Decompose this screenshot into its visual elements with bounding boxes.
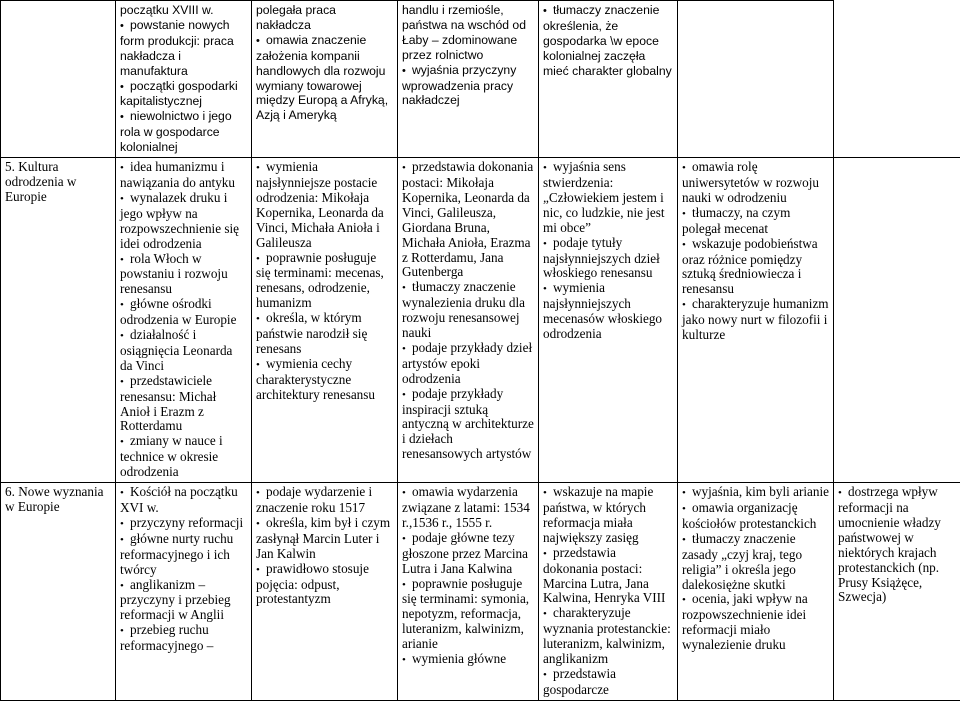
list-item-text: przebieg ruchu reformacyjnego – xyxy=(120,622,213,653)
list-item xyxy=(682,532,830,593)
list-item-text: omawia organizację kościołów protestanckich xyxy=(682,500,816,531)
bullet-icon xyxy=(543,280,553,295)
requirement-list xyxy=(402,485,535,668)
bullet-icon xyxy=(256,159,266,174)
list-item-text: główne ośrodki odrodzenia w Europie xyxy=(120,296,236,327)
bullet-icon xyxy=(682,159,692,174)
bullet-icon xyxy=(120,433,130,448)
requirement-cell xyxy=(834,158,960,483)
bullet-icon xyxy=(838,484,848,499)
list-item xyxy=(543,667,674,698)
list-item-text: omawia rolę uniwersytetów w rozwoju nauki w odrodzeniu xyxy=(682,159,819,205)
requirement-cell xyxy=(539,1,678,158)
list-item-text: tłumaczy znaczenie określenia, że gospodarka \w epoce kolonialnej zaczęła mieć charakter globalny xyxy=(543,3,672,78)
section-title: 6. Nowe wyznania w Europie xyxy=(5,484,104,514)
list-item-text: początki gospodarki kapitalistycznej xyxy=(120,79,238,109)
requirement-cell xyxy=(678,483,834,701)
bullet-icon xyxy=(682,500,692,515)
list-item-text: przedstawia dokonania postaci: Mikołaja Kopernika, Leonarda da Vinci, Galileusza, Giordana Bruna, Michała Anioła, Erazma z Rotterdamu, Jana Gutenberga xyxy=(402,159,533,279)
list-item-text: określa, w którym państwie narodził się renesans xyxy=(256,310,367,356)
list-item xyxy=(256,357,394,403)
list-item xyxy=(120,532,248,578)
list-item-text: podaje wydarzenie i znaczenie roku 1517 xyxy=(256,484,372,515)
requirement-list xyxy=(838,485,957,605)
list-item-text: Kościół na początku XVI w. xyxy=(120,484,238,515)
bullet-icon xyxy=(682,205,692,220)
list-item xyxy=(682,501,830,532)
list-item xyxy=(402,577,535,653)
list-item-text: tłumaczy, na czym polegał mecenat xyxy=(682,205,790,236)
requirement-list xyxy=(120,3,248,155)
requirement-cell xyxy=(678,1,834,158)
bullet-icon xyxy=(256,33,266,47)
bullet-icon xyxy=(682,236,692,251)
requirement-cell xyxy=(252,1,398,158)
list-item xyxy=(120,374,248,435)
list-item xyxy=(120,485,248,516)
requirement-list xyxy=(682,485,830,653)
list-item-text: wskazuje podobieństwa oraz różnice pomiędzy sztuką średniowiecza i renesansu xyxy=(682,236,818,297)
bullet-icon xyxy=(402,386,412,401)
list-item xyxy=(402,485,535,531)
list-item-text: przedstawia dokonania postaci: Marcina Lutra, Jana Kalwina, Henryka VIII xyxy=(543,545,665,606)
list-item-text: wymienia najsłynniejszych mecenasów włoskiego odrodzenia xyxy=(543,280,662,341)
bullet-icon xyxy=(543,545,553,560)
requirement-cell xyxy=(539,483,678,701)
list-item xyxy=(256,251,394,312)
bullet-icon xyxy=(120,79,130,93)
list-item xyxy=(402,63,535,109)
requirement-list xyxy=(402,3,535,108)
list-item xyxy=(543,606,674,667)
list-item xyxy=(256,485,394,516)
list-item-text: wymienia główne xyxy=(412,651,506,666)
list-item xyxy=(120,252,248,298)
requirement-list xyxy=(543,485,674,698)
bullet-icon xyxy=(682,484,692,499)
list-item xyxy=(256,311,394,357)
bullet-icon xyxy=(543,159,553,174)
bullet-icon xyxy=(120,327,130,342)
list-item-text: podaje przykłady dzieł artystów epoki odrodzenia xyxy=(402,340,532,386)
list-item xyxy=(120,3,248,18)
requirement-cell xyxy=(398,483,539,701)
bullet-icon xyxy=(402,530,412,545)
list-item-text: niewolnictwo i jego rola w gospodarce kolonialnej xyxy=(120,109,232,154)
requirement-list xyxy=(682,160,830,343)
bullet-icon xyxy=(120,18,130,32)
table-row xyxy=(1,1,960,158)
requirement-cell xyxy=(398,158,539,483)
list-item-text: podaje tytuły najsłynniejszych dzieł włoskiego renesansu xyxy=(543,235,660,281)
bullet-icon xyxy=(120,251,130,266)
requirement-cell xyxy=(116,483,252,701)
table-row xyxy=(1,483,960,701)
bullet-icon xyxy=(543,605,553,620)
list-item-text: wyjaśnia przyczyny wprowadzenia pracy nakładczej xyxy=(402,63,516,108)
requirement-cell xyxy=(398,1,539,158)
bullet-icon xyxy=(120,622,130,637)
bullet-icon xyxy=(402,159,412,174)
list-item xyxy=(402,3,535,63)
list-item-text: główne nurty ruchu reformacyjnego i ich twórcy xyxy=(120,531,233,577)
list-item-text: przyczyny reformacji xyxy=(130,515,243,530)
requirement-cell xyxy=(116,1,252,158)
bullet-icon xyxy=(120,484,130,499)
requirement-cell xyxy=(252,158,398,483)
bullet-icon xyxy=(256,561,266,576)
list-item-text: przedstawiciele renesansu: Michał Anioł i Erazm z Rotterdamu xyxy=(120,373,216,434)
list-item xyxy=(120,578,248,624)
list-item xyxy=(543,485,674,546)
list-item xyxy=(402,280,535,341)
list-item xyxy=(682,237,830,298)
table-row xyxy=(1,158,960,483)
requirement-list xyxy=(543,3,674,79)
list-item-text: przedstawia gospodarcze xyxy=(543,666,616,697)
list-item xyxy=(682,160,830,206)
requirement-cell xyxy=(539,158,678,483)
list-item-text: rola Włoch w powstaniu i rozwoju renesansu xyxy=(120,251,228,297)
list-item-text: omawia wydarzenia związane z latami: 1534 r.,1536 r., 1555 r. xyxy=(402,484,530,530)
list-item-text: tłumaczy znaczenie zasady „czyj kraj, tego religia” i określa jego dalekosiężne skutki xyxy=(682,531,802,592)
list-item-text: wyjaśnia sens stwierdzenia: „Człowiekiem jestem i nic, co ludzkie, nie jest mi obce” xyxy=(543,159,665,235)
list-item-text: działalność i osiągnięcia Leonarda da Vinci xyxy=(120,327,232,373)
bullet-icon xyxy=(256,250,266,265)
list-item-text: wynalazek druku i jego wpływ na rozpowszechnienie się idei odrodzenia xyxy=(120,190,239,251)
list-item-text: wyjaśnia, kim byli arianie xyxy=(692,484,829,499)
list-item-text: podaje główne tezy głoszone przez Marcina Lutra i Jana Kalwina xyxy=(402,530,528,576)
list-item xyxy=(543,546,674,607)
bullet-icon xyxy=(120,577,130,592)
list-item xyxy=(682,592,830,653)
list-item-text: polegała praca nakładcza xyxy=(256,3,336,32)
list-item-text: wymienia najsłynniejsze postacie odrodzenia: Mikołaja Kopernika, Leonarda da Vinci, Michała Anioła i Galileusza xyxy=(256,159,384,250)
list-item xyxy=(402,341,535,387)
list-item xyxy=(256,160,394,250)
list-item-text: tłumaczy znaczenie wynalezienia druku dla rozwoju renesansowej nauki xyxy=(402,279,525,340)
list-item xyxy=(402,387,535,463)
list-item-text: poprawnie posługuje się terminami: symonia, nepotyzm, reformacja, luteranizm, kalwinizm, arianie xyxy=(402,576,529,652)
bullet-icon xyxy=(543,3,553,17)
list-item-text: handlu i rzemiośle, państwa na wschód od Łaby – zdominowane przez rolnictwo xyxy=(402,3,526,62)
list-item xyxy=(120,109,248,155)
bullet-icon xyxy=(543,666,553,681)
list-item xyxy=(402,531,535,577)
list-item xyxy=(120,79,248,110)
bullet-icon xyxy=(256,484,266,499)
list-item xyxy=(120,434,248,480)
bullet-icon xyxy=(402,651,412,666)
bullet-icon xyxy=(120,531,130,546)
bullet-icon xyxy=(402,484,412,499)
requirement-list xyxy=(256,485,394,607)
bullet-icon xyxy=(402,340,412,355)
bullet-icon xyxy=(402,63,412,77)
section-label-cell xyxy=(1,1,116,158)
bullet-icon xyxy=(682,296,692,311)
requirement-cell xyxy=(252,483,398,701)
list-item xyxy=(120,297,248,328)
bullet-icon xyxy=(543,484,553,499)
list-item-text: początku XVIII w. xyxy=(120,3,213,17)
list-item-text: charakteryzuje humanizm jako nowy nurt w filozofii i kulturze xyxy=(682,296,829,342)
list-item xyxy=(543,160,674,236)
list-item xyxy=(682,297,830,343)
list-item xyxy=(543,281,674,342)
bullet-icon xyxy=(256,515,266,530)
list-item xyxy=(402,160,535,280)
list-item xyxy=(402,652,535,668)
list-item-text: podaje przykłady inspiracji sztuką antyczną w architekturze i dziełach renesansowych artystów xyxy=(402,386,534,462)
bullet-icon xyxy=(402,279,412,294)
section-label-cell xyxy=(1,158,116,483)
list-item xyxy=(120,18,248,79)
list-item xyxy=(120,328,248,374)
bullet-icon xyxy=(256,356,266,371)
requirement-cell xyxy=(834,483,960,701)
list-item xyxy=(120,623,248,654)
list-item-text: charakteryzuje wyznania protestanckie: luteranizm, kalwinizm, anglikanizm xyxy=(543,605,671,666)
bullet-icon xyxy=(256,310,266,325)
list-item-text: prawidłowo stosuje pojęcia: odpust, protestantyzm xyxy=(256,561,369,607)
list-item xyxy=(682,485,830,501)
list-item-text: określa, kim był i czym zasłynął Marcin Luter i Jan Kalwin xyxy=(256,515,390,561)
list-item-text: omawia znaczenie założenia kompanii handlowych dla rozwoju wymiany towarowej między Europą a Afryką, Azją i Ameryką xyxy=(256,33,388,123)
list-item xyxy=(256,516,394,562)
section-label-cell xyxy=(1,483,116,701)
section-title: 5. Kultura odrodzenia w Europie xyxy=(5,159,76,204)
bullet-icon xyxy=(543,235,553,250)
requirement-list xyxy=(402,160,535,462)
list-item xyxy=(256,33,394,123)
bullet-icon xyxy=(120,515,130,530)
bullet-icon xyxy=(402,576,412,591)
list-item xyxy=(682,206,830,237)
list-item xyxy=(543,3,674,79)
bullet-icon xyxy=(120,190,130,205)
list-item-text: anglikanizm – przyczyny i przebieg reformacji w Anglii xyxy=(120,577,231,623)
list-item xyxy=(120,191,248,252)
requirement-list xyxy=(256,160,394,403)
requirement-list xyxy=(543,160,674,342)
requirement-list xyxy=(256,3,394,123)
list-item-text: poprawnie posługuje się terminami: mecenas, renesans, odrodzenie, humanizm xyxy=(256,250,384,311)
list-item xyxy=(120,516,248,532)
list-item-text: dostrzega wpływ reformacji na umocnienie władzy państwowej w niektórych krajach protestanckich (np. Prusy Książęce, Szwecja) xyxy=(838,484,941,604)
list-item-text: powstanie nowych form produkcji: praca nakładcza i manufaktura xyxy=(120,18,234,78)
list-item xyxy=(838,485,957,605)
list-item-text: wymienia cechy charakterystyczne architektury renesansu xyxy=(256,356,375,402)
requirement-list xyxy=(120,485,248,654)
list-item-text: idea humanizmu i nawiązania do antyku xyxy=(120,159,235,190)
list-item-text: ocenia, jaki wpływ na rozpowszechnienie idei reformacji miało wynalezienie druku xyxy=(682,591,808,652)
list-item-text: wskazuje na mapie państwa, w których reformacja miała największy zasięg xyxy=(543,484,653,545)
list-item xyxy=(120,160,248,191)
requirement-cell xyxy=(116,158,252,483)
list-item xyxy=(256,3,394,33)
list-item xyxy=(543,236,674,282)
bullet-icon xyxy=(682,591,692,606)
bullet-icon xyxy=(120,109,130,123)
bullet-icon xyxy=(120,373,130,388)
requirement-cell xyxy=(678,158,834,483)
list-item-text: zmiany w nauce i technice w okresie odrodzenia xyxy=(120,433,223,479)
list-item xyxy=(256,562,394,608)
requirement-list xyxy=(120,160,248,480)
bullet-icon xyxy=(120,296,130,311)
bullet-icon xyxy=(120,159,130,174)
bullet-icon xyxy=(682,531,692,546)
